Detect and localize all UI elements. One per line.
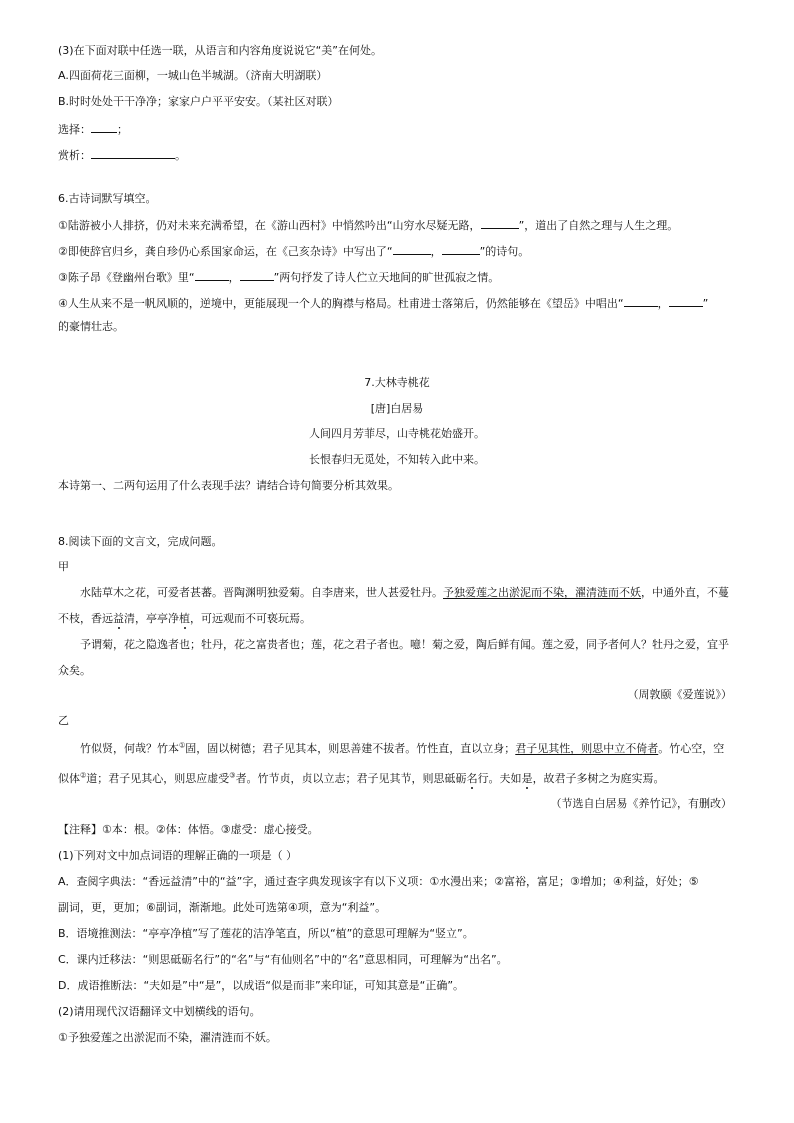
q6-l4-text-a: ④人生从来不是一帆风顺的，逆境中，更能展现一个人的胸襟与格局。杜甫进士落第后，仍然能够在《望岳》中唱出“: [58, 297, 624, 310]
q6-blank-3[interactable]: [442, 243, 480, 255]
q6-l2-text-a: ②即使辞官归乡，龚自珍仍心系国家命运，在《己亥杂诗》中写出了“: [58, 245, 393, 258]
q6-line-2: [58, 243, 529, 259]
option-a-line-2: 副词，更，更加；⑥副词，渐渐地。此处可选第④项，意为“利益”。: [58, 901, 387, 914]
option-d[interactable]: D．成语推断法：“夫如是”中“是”，以成语“似是而非”来印证，可知其意是“正确”。: [58, 979, 465, 992]
q6-blank-5[interactable]: [240, 269, 274, 281]
q8-sub-question-2: (2)请用现代汉语翻译文中划横线的语句。: [58, 1005, 261, 1018]
jia-l1-a: 水陆草木之花，可爱者甚蕃。晋陶渊明独爱菊。自李唐来，世人甚爱牡丹。: [80, 586, 443, 599]
q6-line-1: [58, 217, 678, 233]
passage-yi-line-1: [80, 742, 724, 756]
q8-title: 8.阅读下面的文言文，完成问题。: [58, 535, 223, 548]
q6-l3-text-a: ③陈子昂《登幽州台歌》里“: [58, 271, 195, 284]
q6-l2-text-c: ”的诗句。: [479, 245, 530, 258]
q6-title: 6.古诗词默写填空。: [58, 192, 157, 205]
q6-blank-4[interactable]: [195, 269, 229, 281]
choose-blank[interactable]: [91, 121, 117, 133]
dotted-word-zhi: 植: [179, 612, 190, 625]
q6-line-5: 的豪情壮志。: [58, 320, 124, 333]
passage-jia-label: 甲: [58, 560, 69, 573]
q5-stem: (3)在下面对联中任选一联，从语言和内容角度说说它“美”在何处。: [58, 44, 382, 57]
note-marker-2: ②: [80, 771, 87, 780]
q5-appreciate-line: [58, 147, 186, 163]
q5-option-b: B.时时处处干干净净；家家户户平平安安。（某社区对联）: [58, 95, 339, 108]
jia-l2-a: 不枝，香远: [58, 612, 113, 625]
passage-jia-line-2: [58, 612, 311, 626]
annotation-note: 【注释】①本：根。②体：体悟。③虚受：虚心接受。: [58, 823, 319, 836]
jia-l2-c: ，可远观而不可亵玩焉。: [190, 612, 311, 625]
choose-end: ；: [117, 123, 128, 136]
passage-jia-line-4: 众矣。: [58, 664, 91, 677]
passage-jia-line-3: 予谓菊，花之隐逸者也；牡丹，花之富贵者也；莲，花之君子者也。噫！菊之爱，陶后鲜有闻。莲之爱，同予者何人？牡丹之爱，宜乎: [80, 638, 729, 651]
q6-l4-text-c: ”: [702, 297, 709, 310]
q6-l1-text-a: ①陆游被小人排挤，仍对未来充满希望，在《游山西村》中悄然吟出“山穷水尽疑无路，: [58, 219, 481, 232]
poem-title: 7.大林寺桃花: [364, 376, 430, 389]
yi-l2-b: 道；君子见其心，则思应虚受: [86, 772, 230, 785]
option-b[interactable]: B．语境推测法：“亭亭净植”写了莲花的洁净笔直，所以“植”的意思可理解为“竖立”。: [58, 927, 474, 940]
q5-choose-line: [58, 121, 128, 137]
yi-l2-c: 者。竹节贞，贞以立志；君子见其节，则思砥砺: [235, 772, 467, 785]
jia-l1-b: ，中通外直，不蔓: [641, 586, 729, 599]
poem-line-2: 长恨春归无觅处，不知转入此中来。: [309, 453, 485, 466]
poem-line-1: 人间四月芳菲尽，山寺桃花始盛开。: [309, 427, 485, 440]
note-marker-1: ①: [179, 741, 186, 750]
underlined-sentence-1: 予独爱莲之出淤泥而不染，濯清涟而不妖: [443, 586, 641, 599]
note-marker-3: ③: [229, 771, 236, 780]
yi-l1-b: 固，固以树德；君子见其本，则思善建不拔者。竹性直，直以立身；: [185, 742, 516, 755]
source-yi: （节选自白居易《养竹记》，有删改）: [550, 797, 732, 810]
q7-question: 本诗第一、二两句运用了什么表现手法？请结合诗句简要分析其效果。: [58, 479, 399, 492]
source-jia: （周敦颐《爱莲说》）: [627, 688, 732, 701]
choose-label: 选择：: [58, 123, 91, 136]
translate-item-1: ①予独爱莲之出淤泥而不染，濯清涟而不妖。: [58, 1031, 277, 1044]
q6-line-4: [58, 295, 708, 311]
option-c[interactable]: C．课内迁移法：“则思砥砺名行”的“名”与“有仙则名”中的“名”意思相同，可理解为“出名”。: [58, 953, 508, 966]
appreciate-end: 。: [175, 149, 186, 162]
passage-yi-line-2: [58, 772, 665, 786]
yi-l2-d: 行。夫如: [477, 772, 522, 785]
underlined-sentence-2: 君子见其性，则思中立不倚者: [515, 742, 659, 755]
appreciate-label: 赏析：: [58, 149, 91, 162]
q5-option-a: A.四面荷花三面柳，一城山色半城湖。（济南大明湖联）: [58, 69, 328, 82]
passage-jia-line-1: [80, 586, 729, 600]
jia-l2-b: 清，亭亭净: [124, 612, 179, 625]
dotted-word-shi: 是: [521, 772, 533, 785]
q6-blank-7[interactable]: [669, 295, 703, 307]
q8-sub-question-1: (1)下列对文中加点词语的理解正确的一项是（ ）: [58, 849, 298, 862]
yi-l1-c: 。竹心空，空: [658, 742, 725, 755]
q6-l4-text-b: ，: [657, 297, 669, 310]
q6-l1-text-b: ”，道出了自然之理与人生之理。: [518, 219, 679, 232]
q6-line-3: [58, 269, 499, 285]
q6-l3-text-c: ”两句抒发了诗人伫立天地间的旷世孤寂之情。: [273, 271, 500, 284]
poem-author: [唐]白居易: [370, 402, 424, 415]
yi-l1-a: 竹似贤，何哉？竹本: [80, 742, 179, 755]
dotted-word-yi: 益: [113, 612, 124, 625]
yi-l2-a: 似体: [58, 772, 80, 785]
q6-l3-text-b: ，: [228, 271, 240, 284]
q6-blank-1[interactable]: [481, 217, 519, 229]
dotted-word-ming: 名: [466, 772, 478, 785]
option-a-line-1[interactable]: A．查阅字典法：“香远益清”中的“益”字，通过查字典发现该字有以下义项：①水漫出来；②富裕，富足；③增加；④利益，好处；⑤: [58, 875, 699, 888]
passage-yi-label: 乙: [58, 714, 69, 727]
yi-l2-e: ，故君子多树之为庭实焉。: [532, 772, 665, 785]
q6-blank-2[interactable]: [393, 243, 431, 255]
appreciate-blank[interactable]: [91, 147, 175, 159]
q6-l2-text-b: ，: [430, 245, 442, 258]
q6-blank-6[interactable]: [624, 295, 658, 307]
